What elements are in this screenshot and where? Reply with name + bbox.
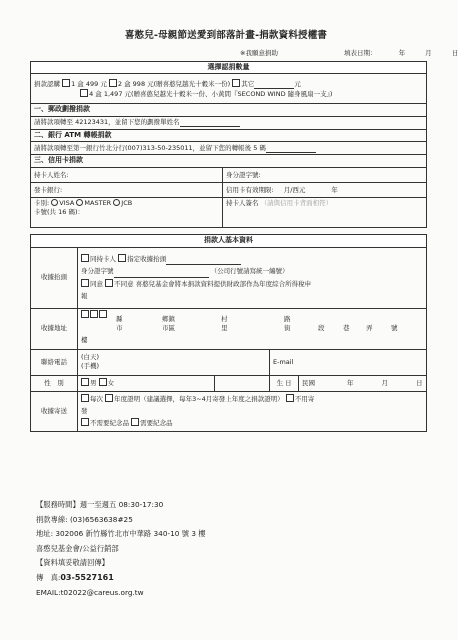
amount-options — [31, 74, 427, 104]
credit-heading: 三、信用卡捐款 — [31, 155, 427, 167]
addr-village: 村 — [221, 314, 228, 323]
subheader — [240, 48, 458, 57]
fill-date-label: 填表日期： — [344, 49, 377, 57]
addr-county: 縣 — [116, 314, 123, 323]
donation-form — [30, 61, 427, 432]
fill-date — [344, 48, 458, 57]
mailing-address: 地址: 302006 新竹縣竹北市中華路 340-10 號 3 樓 — [36, 529, 206, 539]
visa-label: VISA — [59, 199, 75, 208]
receipt-title-label: 收據抬頭 — [31, 247, 78, 308]
no-souvenir-checkbox[interactable] — [81, 418, 89, 426]
fax-label: 傳 真: — [36, 572, 61, 582]
fax-line — [36, 571, 206, 586]
annual-label: 年度證明（建議選擇，每年3~4月寄發上年度之捐款證明） — [114, 394, 284, 403]
service-hours: 【服務時間】週一至週五 08:30-17:30 — [36, 500, 164, 509]
addr-street: 街 — [284, 323, 291, 332]
jcb-radio[interactable] — [113, 199, 120, 206]
male-label: 男 — [90, 379, 97, 388]
expiry-year: 年 — [331, 185, 338, 194]
phone-day-label: (白天) — [81, 353, 100, 362]
opt1-checkbox[interactable] — [62, 79, 70, 87]
tax-text: 喜憨兒基金會將本捐款資料提供財政部作為年度綜合所得稅申 — [135, 279, 312, 288]
donor-id-input[interactable] — [114, 277, 209, 278]
atm-heading: 二、銀行 ATM 轉帳捐款 — [31, 129, 427, 141]
donor-table — [30, 234, 427, 431]
addr-alley: 弄 — [366, 323, 373, 332]
expiry-month: 月/西元 — [283, 185, 306, 194]
signature-hint: （請與信用卡背面相符） — [260, 199, 333, 208]
designated-input[interactable] — [166, 264, 241, 265]
issuing-bank-label: 發卡銀行: — [34, 185, 63, 194]
same-holder-label: 同持卡人 — [90, 254, 116, 263]
each-checkbox[interactable] — [81, 394, 89, 402]
need-souvenir-label: 需要紀念品 — [140, 419, 173, 428]
postcode-box — [81, 310, 89, 318]
expiry-field[interactable] — [223, 183, 427, 198]
amount-heading: 選擇認捐數量 — [31, 62, 427, 74]
atm-row — [31, 142, 427, 155]
postal-row — [31, 116, 427, 129]
postcode-box — [99, 310, 107, 318]
address-cell[interactable] — [78, 308, 427, 349]
return-note: 【資料填妥敬請回傳】 — [36, 558, 109, 568]
fax-number: 03-5527161 — [60, 572, 114, 582]
org-name: 喜憨兒基金會/公益行銷部 — [36, 543, 119, 553]
visa-radio[interactable] — [51, 199, 58, 206]
addr-road: 路 — [284, 314, 291, 323]
gender-cell — [78, 375, 215, 391]
no-souvenir-label: 不需要紀念品 — [90, 419, 129, 428]
other-unit: 元 — [294, 80, 301, 89]
email-label: E-mail — [273, 357, 294, 366]
disagree-checkbox[interactable] — [105, 279, 113, 287]
donation-hotline: 捐款專線: (03)6563638#25 — [36, 514, 133, 524]
same-holder-checkbox[interactable] — [81, 254, 89, 262]
donor-heading: 捐款人基本資料 — [31, 235, 427, 247]
card-type-label: 卡別: — [34, 199, 50, 208]
phone-mobile-label: (手機) — [81, 362, 100, 370]
opt2-checkbox[interactable] — [109, 79, 117, 87]
card-type-cell — [31, 198, 223, 228]
holder-name-label: 持卡人姓名: — [34, 170, 69, 179]
no-mail-label: 不用寄 — [294, 394, 315, 403]
addr-township: 鄉鎮 — [162, 314, 175, 323]
receipt-title-cell — [78, 247, 427, 308]
amount-table — [30, 61, 427, 168]
credit-table — [30, 167, 427, 228]
address-label: 收據地址 — [31, 308, 78, 349]
opt1-label: 1 盒 499 元 — [71, 80, 107, 89]
each-label: 每次 — [90, 394, 103, 403]
atm-last5-input[interactable] — [266, 152, 316, 153]
fill-day: 日 — [451, 49, 458, 57]
opt4-checkbox[interactable] — [80, 89, 88, 97]
mail-label: 收據寄送 — [31, 391, 78, 431]
card-id-label: 身分證字號: — [226, 170, 261, 179]
master-label: MASTER — [84, 199, 112, 208]
addr-lane: 巷 — [343, 323, 350, 332]
gender-label: 性 別 — [31, 375, 78, 391]
other-checkbox[interactable] — [232, 79, 240, 87]
other-label: 其它 — [241, 80, 255, 89]
fill-year: 年 — [398, 49, 406, 57]
birthday-label: 生 日 — [270, 375, 299, 391]
contact-email[interactable]: EMAIL:t02022@careus.org.tw — [36, 587, 144, 597]
annual-checkbox[interactable] — [105, 394, 113, 402]
disagree-label: 不同意 — [114, 279, 134, 288]
addr-number: 號 — [391, 323, 398, 332]
addr-section: 段 — [318, 323, 325, 332]
addr-floor: 樓 — [81, 335, 88, 344]
mail-cell — [78, 391, 427, 431]
address-grid — [81, 310, 423, 348]
addr-district: 市區 — [162, 323, 175, 332]
issuing-bank-field[interactable] — [31, 183, 223, 198]
postcode-box — [90, 310, 98, 318]
no-mail-label-2: 發 — [81, 406, 88, 415]
postcode-boxes[interactable] — [81, 310, 108, 320]
fill-month: 月 — [425, 49, 432, 57]
contact-footer — [36, 498, 206, 600]
holder-name-field[interactable] — [31, 168, 223, 183]
b-year: 年 — [347, 378, 354, 387]
no-mail-checkbox[interactable] — [286, 394, 294, 402]
designated-label: 指定收據抬頭 — [127, 254, 167, 263]
male-checkbox[interactable] — [81, 378, 89, 386]
amount-label: 捐款認購 — [34, 80, 60, 89]
card-id-field[interactable] — [223, 168, 427, 183]
b-day: 日 — [416, 378, 423, 387]
master-radio[interactable] — [76, 199, 83, 206]
anonymous-label: ※我願意捐助 — [240, 49, 278, 57]
need-souvenir-checkbox[interactable] — [131, 418, 139, 426]
addr-li: 里 — [221, 323, 228, 332]
opt2-label: 2 盒 998 元(贈喜憨兒越光十穀米一份) — [117, 80, 231, 89]
card-number-label: 卡號(共 16 碼)： — [34, 207, 84, 216]
email-cell[interactable] — [270, 349, 427, 375]
addr-city: 市 — [116, 323, 123, 332]
atm-text: 請將款項轉至第一銀行竹北分行(007)313-50-235011，並留下您的轉帳後 5 碼 — [34, 143, 266, 152]
postal-heading: 一、郵政劃撥捐款 — [31, 104, 427, 116]
signature-label: 持卡人簽名 — [226, 199, 259, 208]
tax-text-2: 報 — [81, 291, 88, 300]
female-label: 女 — [107, 379, 115, 388]
female-checkbox[interactable] — [99, 378, 107, 386]
postal-name-input[interactable] — [180, 126, 240, 127]
b-month: 月 — [381, 378, 388, 387]
opt4-label: 4 盒 1,497 元(贈喜憨兒越光十穀米一份、小黃間『SECOND WIND 隨身風扇一支』) — [89, 89, 333, 98]
phone-label: 聯絡電話 — [31, 349, 78, 375]
donor-id-note: （公司行號請寫統一編號） — [210, 267, 289, 276]
donor-id-label: 身分證字號 — [81, 267, 114, 276]
roc-label: 民國 — [302, 378, 315, 387]
designated-checkbox[interactable] — [118, 254, 126, 262]
signature-field[interactable] — [223, 198, 427, 228]
other-amount-input[interactable] — [254, 88, 294, 89]
expiry-label: 信用卡有效期限: — [226, 185, 274, 194]
birthday-cell[interactable] — [299, 375, 427, 391]
agree-label: 同意 — [90, 279, 103, 288]
jcb-label: JCB — [121, 199, 133, 208]
phone-cell[interactable] — [78, 349, 270, 375]
agree-checkbox[interactable] — [81, 279, 89, 287]
postal-text: 請將款項轉至 42123431，並留下您的劃撥單姓名 — [34, 118, 180, 127]
form-title: 喜憨兒-母親節送愛到部落計畫-捐款資料授權書 — [124, 30, 328, 41]
